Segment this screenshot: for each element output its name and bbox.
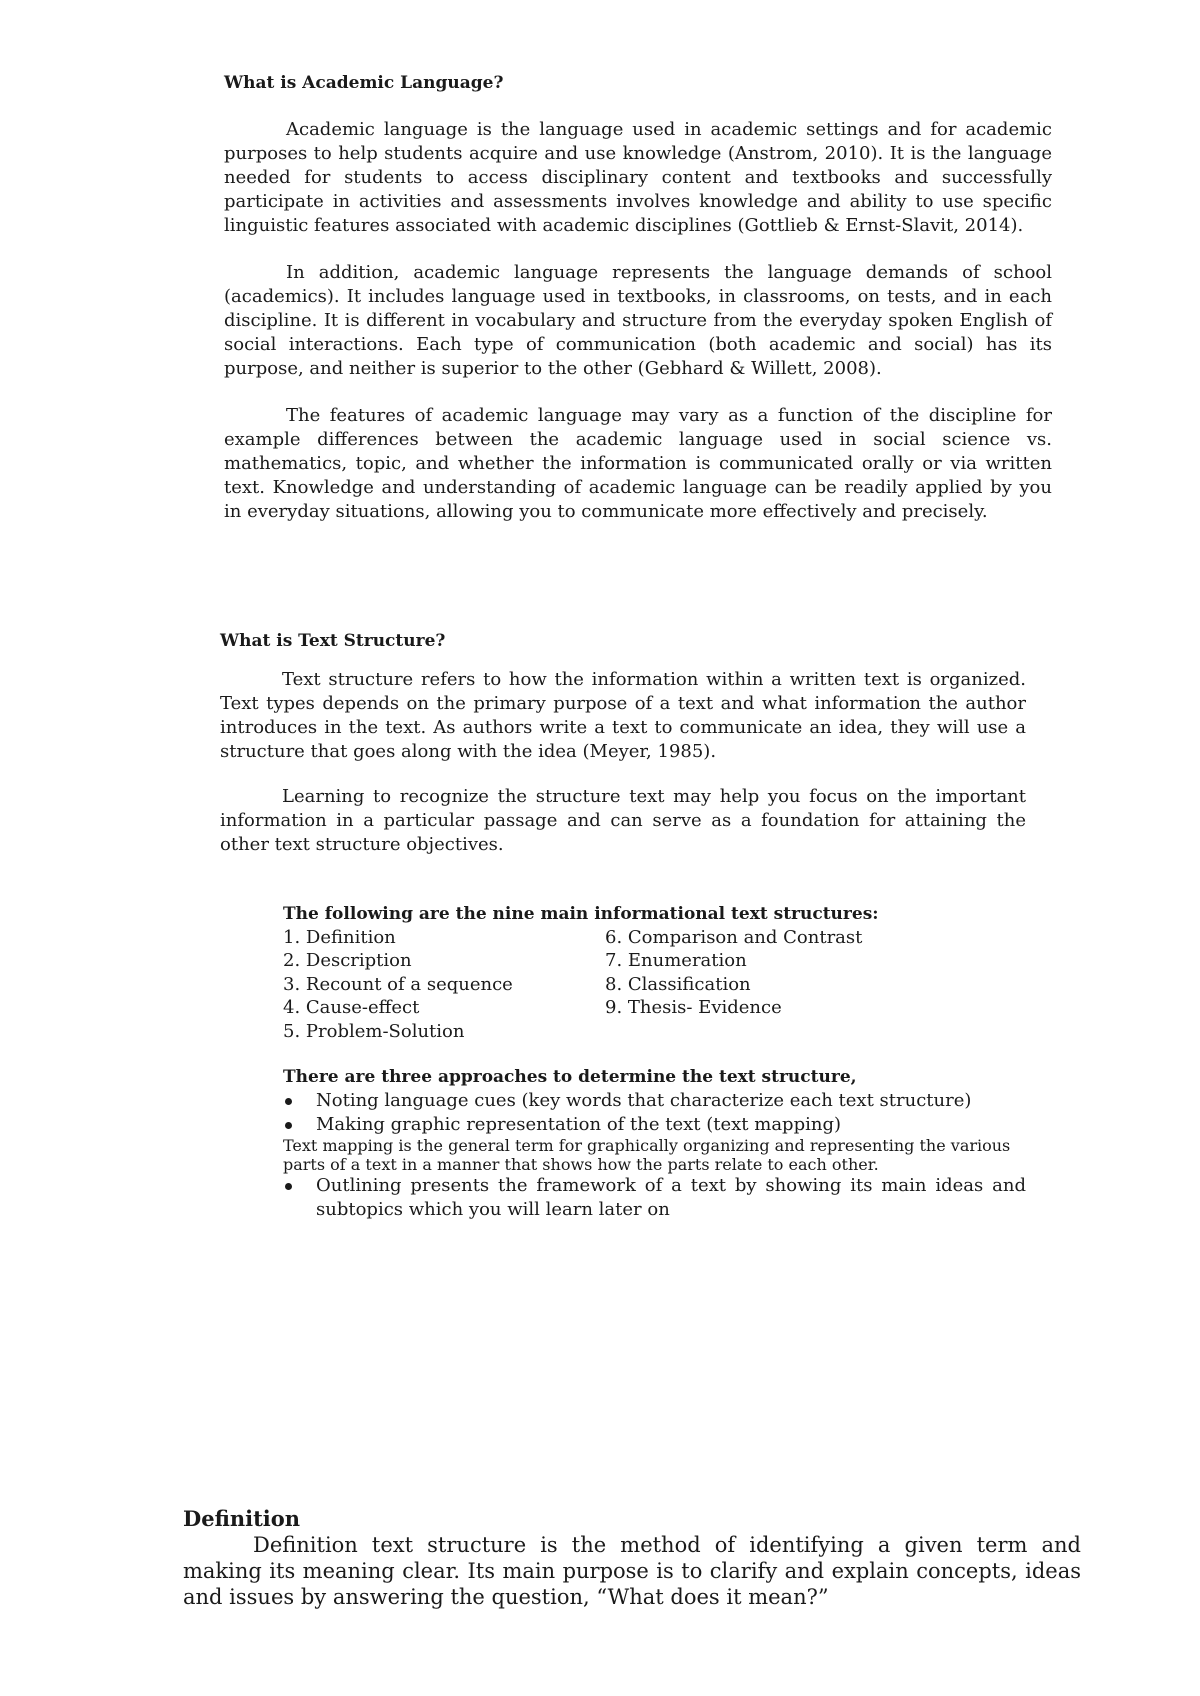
academic-paragraph-2: In addition, academic language represents the language demands of school (academics). It includes language used in textbooks, in classrooms, on tests, and in each discipline. It is different in vocabulary and structure from the everyday spoken English of social interactions. Each type of communication (both academic and social) has its purpose, and neither is superior to the other (Gebhard & Willett, 2008). (224, 262, 1052, 379)
approaches-list (283, 1066, 1026, 1221)
approach-text: Noting language cues (key words that characterize each text structure) (316, 1090, 972, 1111)
bullet-icon (285, 1122, 292, 1129)
list-item: 1. Definition (283, 927, 396, 948)
list-item (283, 1174, 1026, 1221)
bullet-icon (285, 1183, 292, 1190)
structures-list-title: The following are the nine main informational text structures: (283, 904, 879, 924)
list-item: 7. Enumeration (605, 950, 747, 972)
academic-language-heading: What is Academic Language? (224, 73, 504, 93)
list-item: 3. Recount of a sequence (283, 973, 513, 995)
academic-paragraph-3: The features of academic language may vary as a function of the discipline for example differences between the academic language used in social science vs. mathematics, topic, and whether the information is communicated orally or via written text. Knowledge and understanding of academic language can be readily applied by you in everyday situations, allowing you to communicate more effectively and precisely. (224, 405, 1052, 522)
text-structure-heading: What is Text Structure? (220, 631, 446, 651)
text-structure-paragraph-2: Learning to recognize the structure text may help you focus on the important information in a particular passage and can serve as a foundation for attaining the other text structure objectives. (220, 786, 1026, 855)
list-item: 5. Problem-Solution (283, 1020, 465, 1042)
text-structure-section (220, 630, 1026, 878)
text-mapping-note: Text mapping is the general term for graphically organizing and representing the various parts of a text in a manner that shows how the parts relate to each other. (283, 1136, 1011, 1174)
academic-language-section (224, 72, 1052, 547)
list-item: 8. Classification (605, 973, 751, 995)
list-item: 6. Comparison and Contrast (605, 927, 863, 948)
list-item: 4. Cause-effect (283, 997, 420, 1019)
definition-section (183, 1506, 1081, 1610)
text-structure-paragraph-1: Text structure refers to how the information within a written text is organized. Text types depends on the primary purpose of a text and what information the author introduces in the text. As authors write a text to communicate an idea, they will use a structure that goes along with the idea (Meyer, 1985). (220, 669, 1026, 762)
list-item: 2. Description (283, 950, 412, 972)
approaches-title: There are three approaches to determine the text structure, (283, 1067, 857, 1087)
structures-column-1 (283, 926, 605, 1043)
list-item: 9. Thesis- Evidence (605, 997, 782, 1019)
structures-list (283, 903, 1003, 1043)
structures-column-2 (605, 926, 862, 1043)
approach-text: Making graphic representation of the text (text mapping) (316, 1113, 841, 1135)
definition-paragraph: Definition text structure is the method of identifying a given term and making its meaning clear. Its main purpose is to clarify and explain concepts, ideas and issues by answering the question, “What does it mean?” (183, 1533, 1081, 1609)
definition-heading: Definition (183, 1506, 301, 1531)
approach-text: Outlining presents the framework of a text by showing its main ideas and subtopics which you will learn later on (316, 1175, 1026, 1220)
academic-paragraph-1: Academic language is the language used in academic settings and for academic purposes to help students acquire and use knowledge (Anstrom, 2010). It is the language needed for students to access disciplinary content and textbooks and successfully participate in activities and assessments involves knowledge and ability to use specific linguistic features associated with academic disciplines (Gottlieb & Ernst-Slavit, 2014). (224, 119, 1052, 236)
list-item (283, 1113, 1026, 1137)
bullet-icon (285, 1098, 292, 1105)
list-item (283, 1089, 1026, 1113)
